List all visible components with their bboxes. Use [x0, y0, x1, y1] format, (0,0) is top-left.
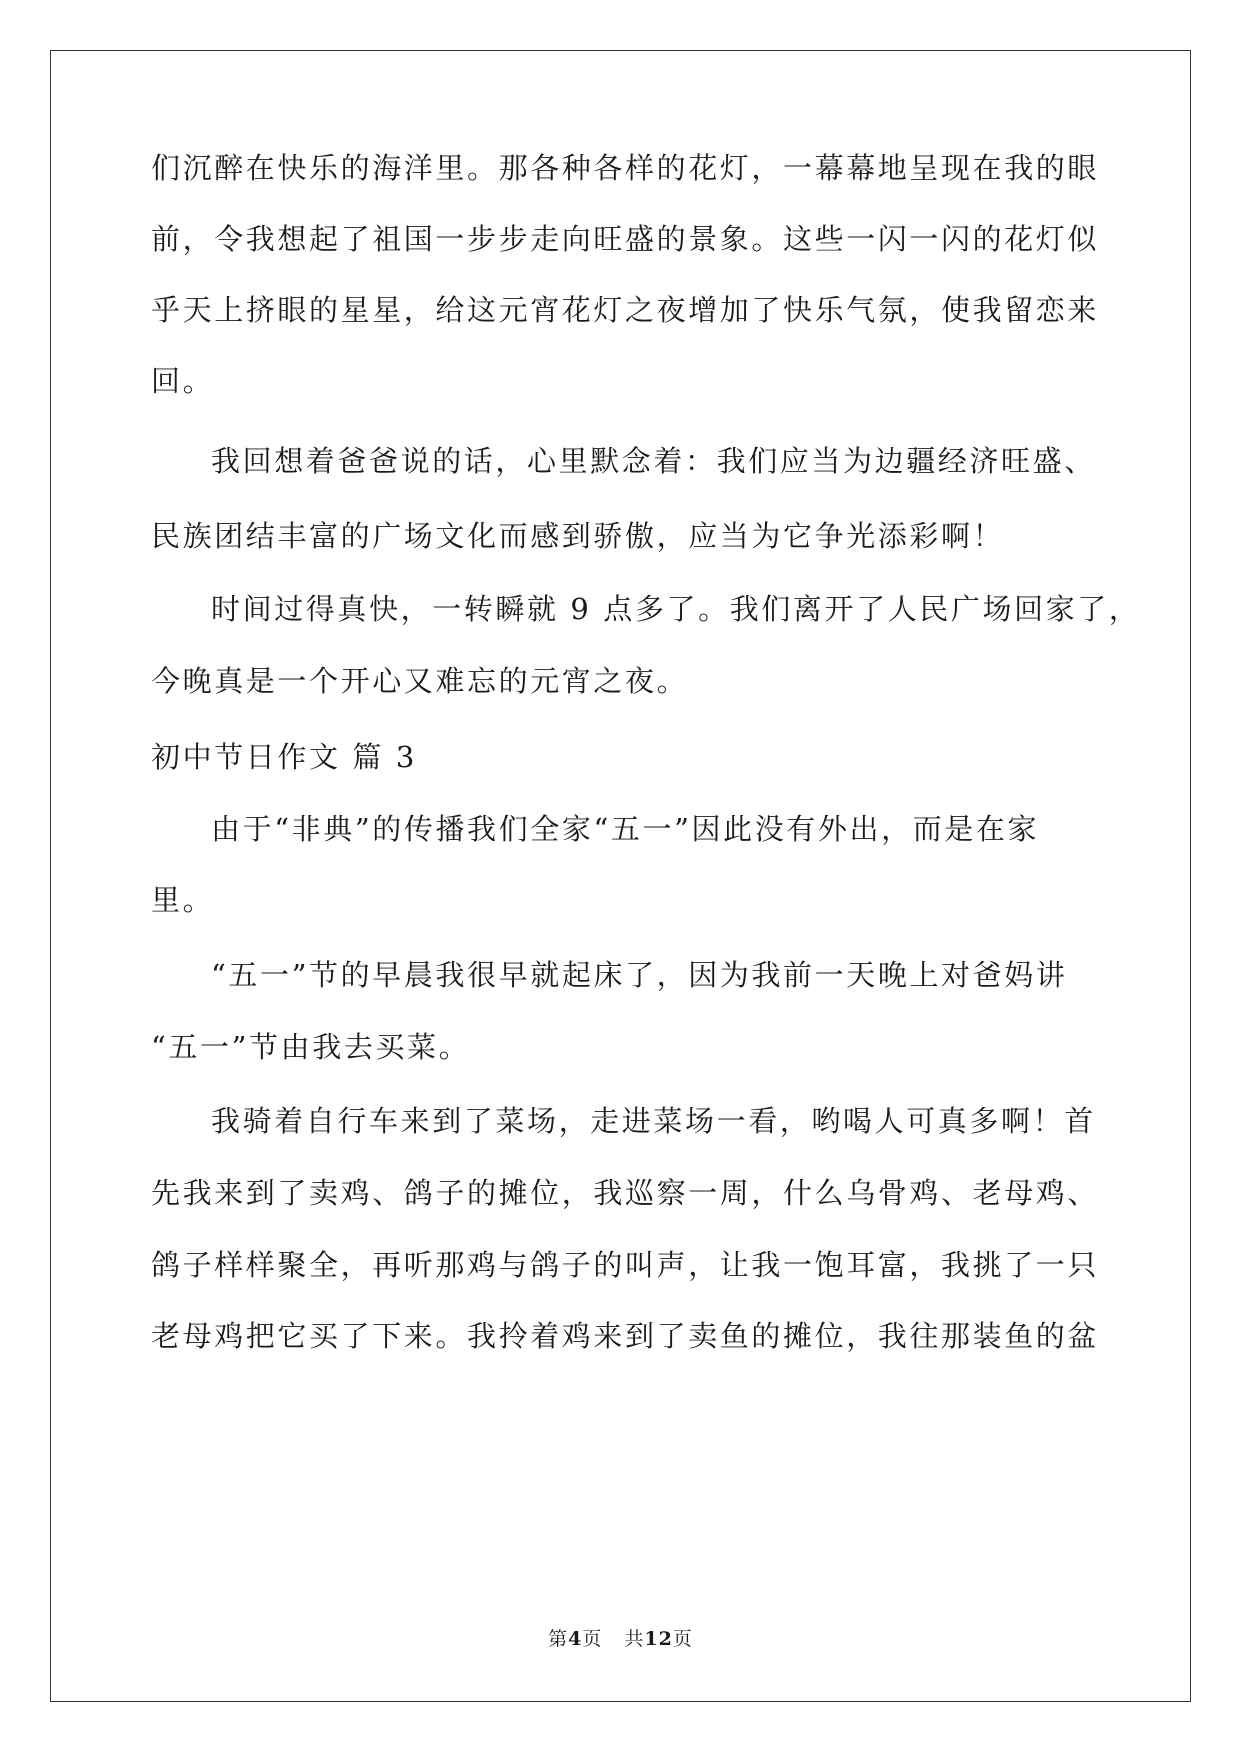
page-footer	[0, 1627, 1241, 1651]
footer-total-unit: 页	[672, 1628, 693, 1650]
text-line: 我骑着自行车来到了菜场，走进菜场一看，哟喝人可真多啊！首	[211, 1104, 1096, 1138]
text-line: 回。	[151, 364, 215, 398]
text-line: 们沉醉在快乐的海洋里。那各种各样的花灯，一幕幕地呈现在我的眼	[151, 151, 1100, 185]
text-line: 今晚真是一个开心又难忘的元宵之夜。	[151, 664, 689, 698]
footer-page-unit: 页	[582, 1628, 603, 1650]
text-line: 由于“非典”的传播我们全家“五一”因此没有外出，而是在家	[211, 812, 1040, 846]
footer-total-pages: 12	[644, 1628, 673, 1650]
text-line: 鸽子样样聚全，再听那鸡与鸽子的叫声，让我一饱耳富，我挑了一只	[151, 1248, 1100, 1282]
text-line: 先我来到了卖鸡、鸽子的摊位，我巡察一周，什么乌骨鸡、老母鸡、	[151, 1176, 1100, 1210]
text-line: “五一”节由我去买菜。	[151, 1030, 471, 1064]
text-line: 乎天上挤眼的星星，给这元宵花灯之夜增加了快乐气氛，使我留恋来	[151, 293, 1100, 327]
footer-prefix: 第	[548, 1628, 569, 1650]
text-line: 时间过得真快，一转瞬就 9 点多了。我们离开了人民广场回家了，	[211, 592, 1141, 626]
text-line: 民族团结丰富的广场文化而感到骄傲，应当为它争光添彩啊！	[151, 519, 1005, 553]
text-line: 我回想着爸爸说的话，心里默念着：我们应当为边疆经济旺盛、	[211, 444, 1096, 478]
footer-total-prefix: 共	[624, 1628, 645, 1650]
text-line: 初中节日作文 篇 3	[151, 740, 417, 774]
text-line: “五一”节的早晨我很早就起床了，因为我前一天晚上对爸妈讲	[211, 958, 1068, 992]
text-line: 前，令我想起了祖国一步步走向旺盛的景象。这些一闪一闪的花灯似	[151, 222, 1100, 256]
text-line: 老母鸡把它买了下来。我拎着鸡来到了卖鱼的摊位，我往那装鱼的盆	[151, 1319, 1100, 1353]
text-line: 里。	[151, 883, 215, 917]
footer-page-number: 4	[568, 1628, 583, 1650]
